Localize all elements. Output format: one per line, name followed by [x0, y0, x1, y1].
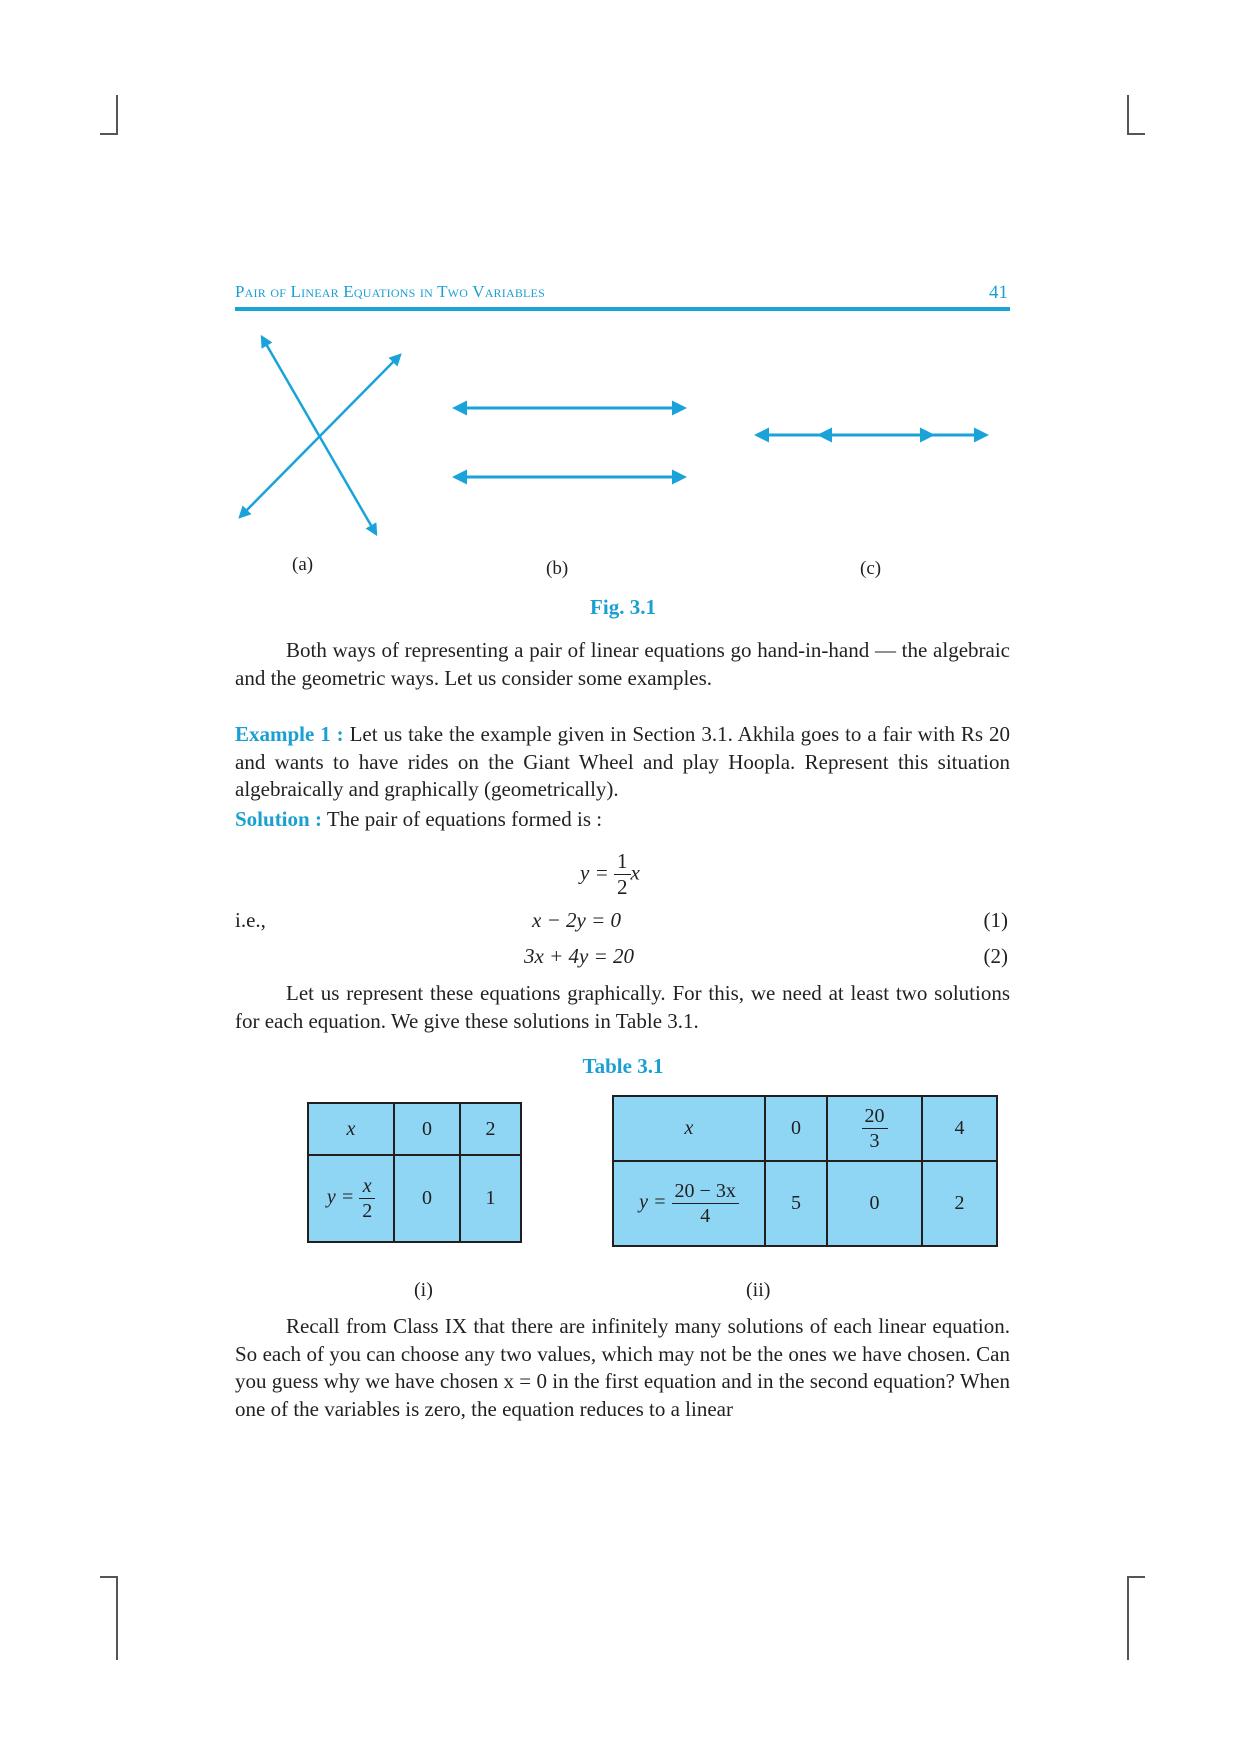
- solution-text: The pair of equations formed is :: [321, 807, 603, 831]
- table-cell: 5: [765, 1161, 827, 1246]
- figure-panel-label-b: (b): [546, 558, 569, 579]
- table-cell: 4: [922, 1096, 997, 1161]
- equation-y-half-x: [580, 849, 640, 900]
- table-caption: Table 3.1: [582, 1054, 664, 1078]
- figure-caption: Fig. 3.1: [590, 595, 656, 619]
- paragraph-graphical: Let us represent these equations graphically. For this, we need at least two solutions for each equation. We give these solutions in Table 3.1.: [235, 981, 1010, 1033]
- crop-mark-bottom-left: [116, 1576, 118, 1660]
- running-header-title: Pair of Linear Equations in Two Variables: [235, 282, 545, 301]
- table-cell: 1: [460, 1155, 521, 1242]
- paragraph-recall: Recall from Class IX that there are infinitely many solutions of each linear equation. So each of you can choose any two values, which may not be the ones we have chosen. Can you guess why we have chosen x = 0 in the first equation and in the second equation? When one of the variables is zero, the equation reduces to a linear: [235, 1314, 1010, 1421]
- crop-mark-bottom-right: [1127, 1576, 1129, 1660]
- table-ii-header-x: x: [613, 1096, 765, 1161]
- parallel-lines-icon: [455, 408, 684, 477]
- page-number: 41: [989, 282, 1008, 303]
- table-cell: 0: [827, 1161, 922, 1246]
- table-cell: 2: [922, 1161, 997, 1246]
- table-ii-label: (ii): [746, 1279, 771, 1301]
- crop-mark-bottom-right: [1127, 1576, 1145, 1578]
- example-text: Let us take the example given in Section 3.1. Akhila goes to a fair with Rs 20 and wants to have rides on the Giant Wheel and play Hoopla. Represent this situation algebraically and graphically (geometrically).: [235, 722, 1010, 801]
- fraction-one-half: $\frac{1}{2}$: [614, 849, 631, 900]
- table-i-header-y: y = $\frac{x}{2}$: [308, 1155, 394, 1242]
- figure-3-1-lines: [0, 0, 1240, 600]
- solution: [235, 806, 1010, 834]
- solution-label: Solution :: [235, 807, 322, 831]
- table-cell-fraction: $\frac{20}{3}$: [827, 1096, 922, 1161]
- table-cell: 0: [394, 1103, 460, 1155]
- figure-panel-label-c: (c): [860, 558, 882, 579]
- table-cell: 0: [765, 1096, 827, 1161]
- equation-1: x − 2y = 0: [532, 908, 621, 932]
- table-cell: 0: [394, 1155, 460, 1242]
- intersecting-lines-icon: [240, 337, 400, 534]
- example-label: Example 1 :: [235, 722, 344, 746]
- example-1: [235, 721, 1010, 804]
- table-i-header-x: x: [308, 1103, 394, 1155]
- figure-panel-label-a: (a): [292, 554, 314, 575]
- table-i-label: (i): [414, 1279, 433, 1301]
- table-ii-header-y: y = $\frac{20 - 3x}{4}$: [613, 1161, 765, 1246]
- equation-2: 3x + 4y = 20: [524, 944, 634, 968]
- equation-2-number: (2): [983, 944, 1008, 968]
- paragraph-intro: Both ways of representing a pair of linear equations go hand-in-hand — the algebraic and the geometric ways. Let us consider some examples.: [235, 638, 1010, 690]
- ie-label: i.e.,: [235, 908, 266, 932]
- eq0-lhs: y =: [580, 860, 609, 885]
- eq0-rhs: x: [630, 860, 640, 885]
- table-cell: 2: [460, 1103, 521, 1155]
- solutions-table-ii: [612, 1095, 998, 1247]
- equation-1-number: (1): [983, 908, 1008, 932]
- solutions-table-i: [307, 1102, 522, 1243]
